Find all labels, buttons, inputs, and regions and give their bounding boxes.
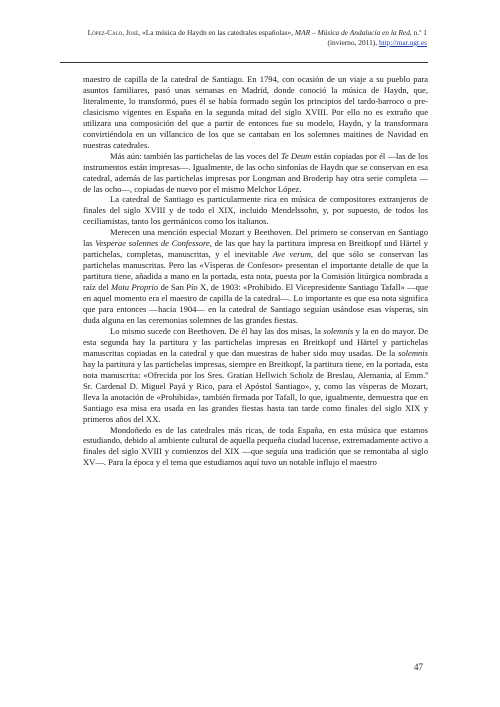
header-author: López-Calo, José,: [87, 28, 141, 37]
text-run: hay la partitura y las partichelas impresas, siempre en Breitkopf, la partitura tiene, en la portada, esta nota manuscrita: «Ofrecida por los Sres. Gratian Hellwich Scholz de Breslau, Alemania, al Emm.º Sr. Cardenal D. Miguel Payá y Rico, para el Apóstol Santiago», y, como las vísperas de Mozart, lleva la anotación de «Prohibida», también firmada por Tafall, lo que, igualmente, demuestra que en Santiago esa misa era usada en las grandes fiestas hasta tan tarde como finales del siglo XIX y primeros años del XX.: [83, 358, 428, 424]
page-number: 47: [414, 662, 423, 672]
text-run: y la en do mayor. De esta segunda hay la partitura y las partichelas impresas en Breitkopf und Härtel y partichelas manuscritas copiadas en la catedral y que dan muestras de haber sido muy usadas. De la: [83, 325, 428, 358]
header-url-link[interactable]: http://mar.ugr.es: [378, 38, 427, 47]
text-run: Lo mismo sucede con Beethoven. De él hay las dos misas, la: [110, 325, 324, 336]
text-run: La catedral de Santiago es particularmente rica en música de compositores extranjeros de finales del siglo XVIII y de todo el XIX, incluido Mendelssohn, y, por supuesto, de todos los ceciliamistas, tanto los germánicos como los italianos.: [83, 194, 428, 227]
paragraph: [83, 151, 428, 195]
italic-text: Motu Proprio: [111, 282, 159, 293]
text-run: , de las que hay la partitura impresa en Breitkopf und Härtel y partichelas, completas, manuscritas, y el inevitable: [83, 238, 428, 260]
running-header: [60, 28, 427, 48]
text-run: maestro de capilla de la catedral de Santiago. En 1794, con ocasión de un viaje a su pueblo para asuntos familiares, pasó unas semanas en Madrid, donde conoció la música de Haydn, que, literalmente, lo transformó, pues él se había formado según los principios del tardo-barroco o pre-clasicismo vigentes en España en la segunda mitad del siglo XVIII. Por ello no es extraño que utilizara una composición del que a partir de entonces fue su modelo, Haydn, y la transformara convirtiéndola en un villancico de los que se cantaban en los solemnes maitines de Navidad en nuestras catedrales.: [83, 74, 428, 150]
paragraph: [83, 326, 428, 425]
italic-text: Te Deum: [280, 150, 312, 161]
italic-text: solemnis: [398, 347, 428, 358]
text-run: Merecen una mención especial Mozart y Beethoven. Del primero se conservan en Santiago las: [83, 227, 428, 249]
text-run: Más aún: también las partichelas de las voces del: [110, 150, 281, 161]
header-article: «La música de Haydn en las catedrales españolas»,: [142, 28, 294, 37]
header-journal: MAR – Música de Andalucía en la Red: [294, 28, 410, 37]
text-run: Mondoñedo es de las catedrales más ricas, de toda España, en esta música que estamos estudiando, debido al ambiente cultural de aquella pequeña ciudad lucense, extremadamente activo a finales del siglo XVIII y comienzos del XIX —que seguía una tradición que se remontaba al siglo XV—. Para la época y el tema que estudiamos aquí tuvo un notable influjo el maestro: [83, 424, 428, 468]
italic-text: Ave verum: [272, 249, 311, 260]
paragraph: [83, 227, 428, 326]
text-run: , del que sólo se conservan las partichelas manuscritas. Pero las «Vísperas de Confesor» presentan el importante detalle de que la partitura tiene, añadida a mano en la portada, esta nota, puesta por la Comisión litúrgica nombrada a raíz del: [83, 249, 428, 293]
paragraph: [83, 74, 428, 151]
italic-text: Vesperae solennes de Confessore: [95, 238, 210, 249]
italic-text: solemnis: [323, 325, 354, 336]
paragraph: [83, 425, 428, 469]
header-rule: [60, 62, 428, 63]
text-run: de San Pío X, de 1903: «Prohibido. El Vicepresidente Santiago Tafall» —que en aquel momento era el maestro de capilla de la catedral—. Lo importante es que esa nota significa que para entonces —hacia 1904— en la catedral de Santiago seguían usándose esas vísperas, sin duda alguna en las ceremonias solemnes de las grandes fiestas.: [83, 282, 428, 325]
text-run: están copiadas por él —las de los instrumentos están impresas—. Igualmente, de las ocho sinfonías de Haydn que se conservan en esa catedral, además de las partichelas impresas por Longman and Broderip hay otra serie completa —de las ocho—, copiadas de nuevo por el mismo Melchor López.: [83, 150, 428, 194]
paragraph: [83, 194, 428, 227]
header-issue: , n.º 1 (invierno, 2011),: [327, 28, 427, 47]
body-text: [83, 74, 428, 468]
